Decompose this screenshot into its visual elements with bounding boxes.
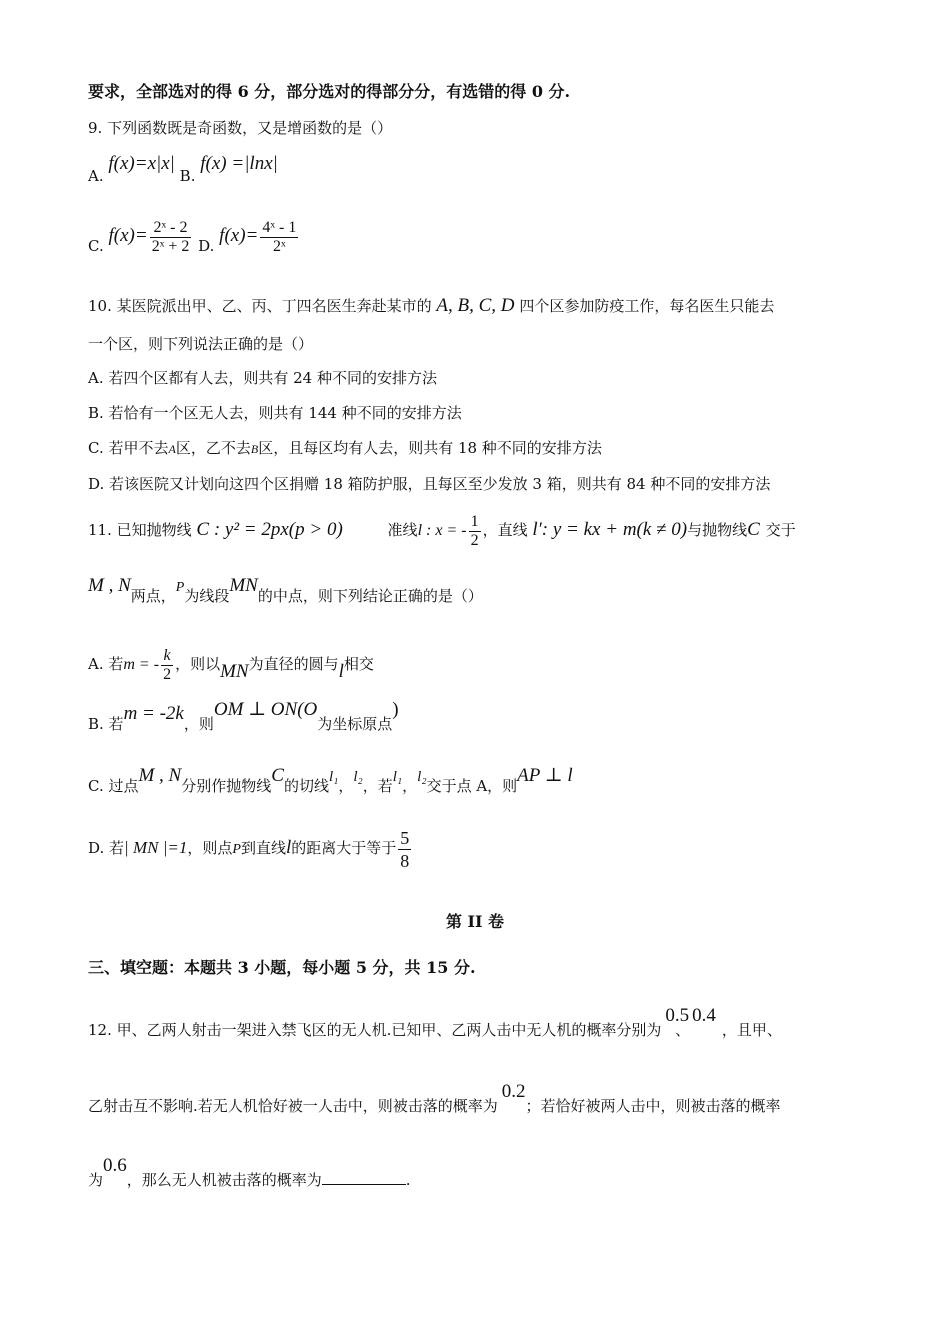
q11-option-c-comma1: ，: [338, 777, 354, 795]
q10-stem-b: 四个区参加防疫工作，每名医生只能去: [519, 297, 775, 315]
q11-stem-e: 为线段: [184, 587, 230, 605]
q11-option-c-mn: M , N: [138, 765, 182, 786]
q11-option-b-b: ，则: [183, 715, 214, 733]
q9-stem: 9. 下列函数既是奇函数，又是增函数的是（）: [88, 119, 393, 137]
q12-answer-blank[interactable]: [322, 1170, 406, 1185]
q9-option-b-expr: f(x) =|lnx|: [200, 153, 278, 174]
requirement-text: 要求，全部选对的得 6 分，部分选对的得部分分，有选错的得 0 分.: [88, 82, 571, 101]
q10-option-c: [88, 438, 602, 459]
q12-p3: 0.2: [501, 1081, 526, 1102]
q12-line2: [88, 1081, 781, 1116]
q11-option-a-d: 相交: [343, 655, 374, 673]
q12-line3: [88, 1155, 411, 1190]
q11-option-d-d: 的距离大于等于: [291, 839, 397, 857]
q11-mn: M , N: [88, 575, 131, 596]
q9-option-c-label: C.: [88, 237, 104, 255]
q11-option-d-b: ，则点: [187, 839, 233, 857]
q12-line3-a: 为: [88, 1171, 104, 1189]
q12-line2-end: ；若恰好被两人击中，则被击落的概率: [525, 1097, 781, 1115]
q12-p4: 0.6: [103, 1155, 127, 1176]
q11-curve: C : y² = 2px(p > 0): [196, 519, 343, 540]
q9-option-a-expr: f(x)=x|x|: [108, 153, 175, 174]
q9-option-c-den: 2ˣ + 2: [151, 237, 190, 255]
q10-option-c-A: A: [168, 442, 176, 456]
q11-option-c-l1b: l₁: [392, 769, 403, 785]
q11-option-d-c: 到直线: [240, 839, 286, 857]
q10-stem-a: 10. 某医院派出甲、乙、丙、丁四名医生奔赴某市的: [88, 297, 432, 315]
q10-option-b: B. 若恰有一个区无人去，则共有 144 种不同的安排方法: [88, 404, 462, 422]
q11-option-d-num: 5: [400, 827, 410, 848]
q9-option-b-label: B.: [179, 167, 196, 185]
q11-option-a-l: l: [338, 661, 344, 682]
q10-option-a: A. 若四个区都有人去，则共有 24 种不同的安排方法: [88, 369, 437, 387]
q12-line1-end: ，且甲、: [721, 1021, 782, 1039]
q11-option-c-l2b: l₂: [417, 769, 427, 785]
q11-stem-b: 与抛物线: [687, 521, 748, 539]
q11-option-c: [88, 765, 573, 797]
q11-stem-line2: [88, 575, 483, 608]
q12-line2-text: 乙射击互不影响.若无人机恰好被一人击中，则被击落的概率为: [88, 1097, 498, 1115]
q12-p2: 0.4: [692, 1005, 716, 1026]
q11-option-b-expr: OM ⊥ ON(O: [213, 699, 318, 720]
q11-stem-f: 的中点，则下列结论正确的是（）: [257, 587, 483, 605]
q11-stem-line1: [88, 508, 796, 553]
q11-option-b-c: 为坐标原点: [317, 715, 393, 733]
q11-option-b-d: ): [392, 699, 399, 720]
q11-option-c-l2: l₂: [353, 769, 363, 785]
q10-stem-line2: 一个区，则下列说法正确的是（）: [88, 335, 314, 353]
q9-option-c-num: 2ˣ - 2: [150, 219, 192, 238]
q11-option-c-comma2: ，: [402, 777, 418, 795]
q11-option-a-m: m = -: [123, 656, 160, 673]
q11-stem-d: 两点，: [130, 587, 176, 605]
q11-option-c-e: 交于点 A，则: [426, 777, 518, 795]
q10-option-d: D. 若该医院又计划向这四个区捐赠 18 箱防护服，且每区至少发放 3 箱，则共有 84 种不同的安排方法: [88, 475, 771, 493]
q11-option-a-b: ，则以: [175, 655, 221, 673]
q12-p1: 0.5: [665, 1005, 690, 1026]
q10-option-c-a: C. 若甲不去: [88, 439, 169, 457]
q11-option-c-b: 分别作抛物线: [181, 777, 272, 795]
q11-line-expr: l′: y = kx + m(k ≠ 0): [532, 519, 688, 540]
q11-option-a: [88, 642, 374, 687]
q11-option-d: [88, 826, 413, 872]
q11-directrix-label: 准线: [387, 521, 418, 539]
q9-option-a-label: A.: [88, 167, 104, 185]
q9-option-d-fraction: [260, 219, 298, 256]
q9-option-d-den: 2ˣ: [273, 237, 286, 255]
q12-sep: 、: [675, 1021, 691, 1039]
q10-option-c-c: 区，且每区均有人去，则共有 18 种不同的安排方法: [258, 439, 602, 457]
q11-option-b-a: B. 若: [88, 715, 124, 733]
q10-option-c-B: B: [250, 442, 259, 456]
q12-line3-b: ，那么无人机被击落的概率为: [126, 1171, 322, 1189]
q11-option-d-l: l: [285, 837, 292, 858]
q9-option-d-label: D.: [198, 237, 215, 255]
q11-stem-C: C: [747, 519, 760, 540]
q11-p: P: [175, 580, 185, 595]
q11-option-a-fraction: [161, 647, 173, 684]
q11-option-c-c: 的切线: [283, 777, 329, 795]
q11-option-c-expr: AP ⊥ l: [517, 765, 573, 786]
q11-option-d-den: 8: [400, 850, 410, 871]
section-title: 第 II 卷: [445, 912, 505, 931]
q9-option-c-fraction: [150, 219, 192, 256]
q11-seg: MN: [229, 575, 258, 596]
q11-option-d-fraction: [398, 827, 411, 872]
q11-frac-num: 1: [470, 512, 479, 530]
q12-line1: [88, 1005, 782, 1040]
q11-option-a-num: k: [161, 647, 173, 666]
q11-option-d-expr: | MN |=1: [124, 838, 188, 857]
q9-option-d-num: 4ˣ - 1: [262, 218, 297, 236]
q11-line-label: ，直线: [482, 521, 528, 539]
q11-option-c-a: C. 过点: [88, 777, 139, 795]
q11-option-a-a: A. 若: [88, 655, 124, 673]
q11-option-c-C: C: [271, 765, 284, 786]
q10-districts: A, B, C, D: [436, 295, 515, 316]
q11-option-b-m: m = -2k: [123, 703, 184, 724]
q11-directrix-fraction: [469, 513, 481, 550]
q9-option-d-lhs: f(x)=: [219, 225, 259, 246]
q11-option-d-p: P: [232, 842, 241, 857]
q11-option-d-a: D. 若: [88, 839, 125, 857]
q11-option-b: [88, 699, 399, 734]
q11-option-c-d: ，若: [362, 777, 393, 795]
q11-stem-c: 交于: [765, 521, 796, 539]
q11-frac-den: 2: [470, 531, 479, 549]
q11-option-a-den: 2: [163, 665, 172, 683]
q10-stem-line1: [88, 296, 774, 316]
q11-option-a-c: 为直径的圆与: [248, 655, 339, 673]
q12-line3-end: .: [405, 1171, 411, 1189]
q11-stem-a: 11. 已知抛物线: [88, 521, 192, 539]
q11-option-a-mn: MN: [220, 661, 249, 682]
q12-line1-text: 12. 甲、乙两人射击一架进入禁飞区的无人机.已知甲、乙两人击中无人机的概率分别为: [88, 1021, 662, 1039]
q9-options-ab: [88, 153, 278, 185]
q10-option-c-b: 区，乙不去: [175, 439, 251, 457]
q11-option-c-l1: l₁: [328, 769, 339, 785]
section-heading: 三、填空题：本题共 3 小题，每小题 5 分，共 15 分.: [88, 958, 476, 977]
q9-option-c-lhs: f(x)=: [108, 225, 148, 246]
q9-options-cd: [88, 214, 300, 258]
q11-directrix-lhs: l : x = -: [417, 522, 467, 539]
